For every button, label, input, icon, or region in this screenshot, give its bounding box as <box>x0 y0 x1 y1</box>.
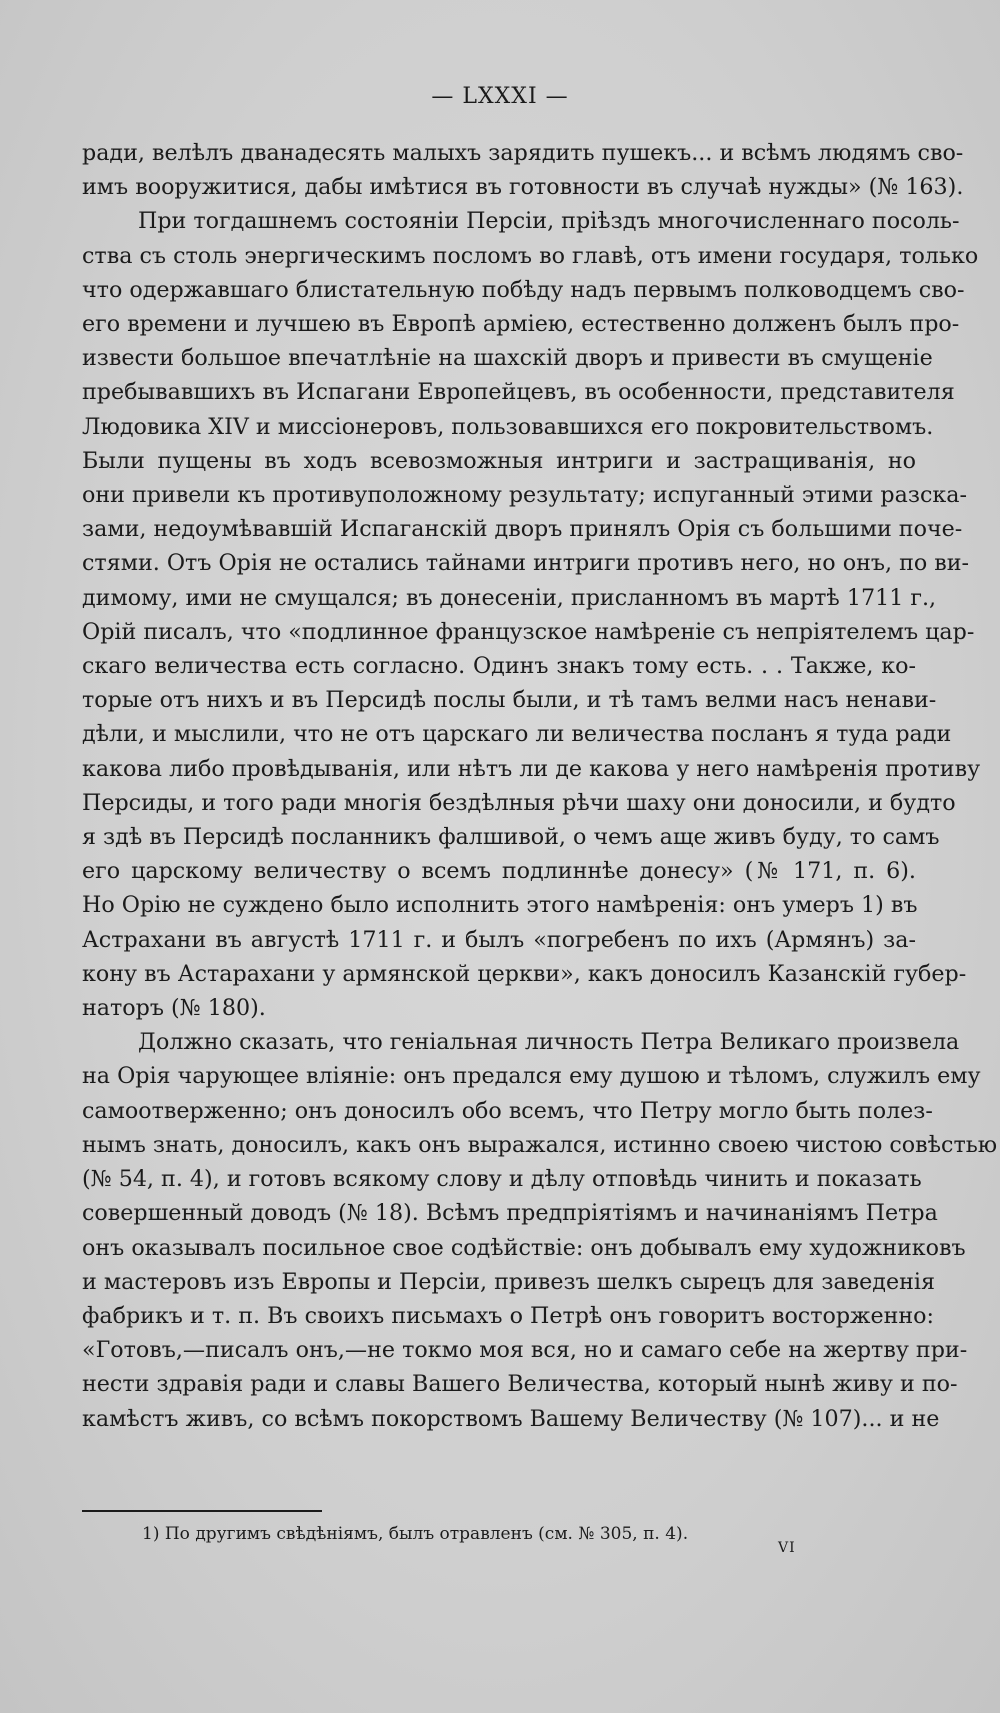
text-line: что одержавшаго блистательную побѣду надъ первымъ полководцемъ сво- <box>82 276 965 303</box>
text-line: совершенный доводъ (№ 18). Всѣмъ предпрiятiямъ и начинанiямъ Петра <box>82 1200 938 1227</box>
body-text <box>82 136 998 1436</box>
text-line: наторъ (№ 180). <box>82 995 266 1022</box>
text-line: его царскому величеству о всемъ подлиннѣе донесу» (№ 171, п. 6). <box>82 858 916 885</box>
text-line: Орiй писалъ, что «подлинное французское намѣренiе съ непрiятелемъ цар- <box>82 618 975 645</box>
printer-signature-mark: VI <box>778 1540 796 1556</box>
text-line: я здѣ въ Персидѣ посланникъ фалшивой, о чемъ аще живъ буду, то самъ <box>82 824 940 851</box>
text-line: они привели къ противуположному результату; испуганный этими разска- <box>82 482 967 509</box>
text-line: его времени и лучшею въ Европѣ армiею, естественно долженъ былъ про- <box>82 311 960 338</box>
text-line: скаго величества есть согласно. Одинъ знакъ тому есть. . . Также, ко- <box>82 653 916 680</box>
text-line: пребывавшихъ въ Испагани Европейцевъ, въ особенности, представителя <box>82 379 955 406</box>
text-line: нымъ знать, доносилъ, какъ онъ выражался, истинно своею чистою совѣстью <box>82 1131 998 1158</box>
text-line: димому, ими не смущался; въ донесенiи, присланномъ въ мартѣ 1711 г., <box>82 584 937 611</box>
text-line: и мастеровъ изъ Европы и Персiи, привезъ шелкъ сырецъ для заведенiя <box>82 1268 935 1295</box>
text-line: «Готовъ,—писалъ онъ,—не токмо моя вся, но и самаго себе на жертву при- <box>82 1337 968 1364</box>
text-line: зами, недоумѣвавшiй Испаганскiй дворъ принялъ Орiя съ большими поче- <box>82 516 963 543</box>
text-line: стями. Отъ Орiя не остались тайнами интриги противъ него, но онъ, по ви- <box>82 550 970 577</box>
footnote-divider <box>82 1510 322 1512</box>
text-line: ства съ столь энергическимъ посломъ во главѣ, отъ имени государя, только <box>82 242 979 269</box>
text-line: торые отъ нихъ и въ Персидѣ послы были, и тѣ тамъ велми насъ ненави- <box>82 687 937 714</box>
text-line: на Орiя чарующее влiянiе: онъ предался ему душою и тѣломъ, служилъ ему <box>82 1063 981 1090</box>
text-line: Должно сказать, что генiальная личность Петра Великаго произвела <box>138 1029 960 1056</box>
text-line: Людовика XIV и миссiонеровъ, пользовавшихся его покровительствомъ. <box>82 413 934 440</box>
text-line: камѣстъ живъ, со всѣмъ покорствомъ Вашему Величеству (№ 107)... и не <box>82 1405 940 1432</box>
text-line: дѣли, и мыслили, что не отъ царскаго ли величества посланъ я туда ради <box>82 721 952 748</box>
text-line: онъ оказывалъ посильное свое содѣйствiе: онъ добывалъ ему художниковъ <box>82 1234 966 1261</box>
text-line: (№ 54, п. 4), и готовъ всякому слову и дѣлу отповѣдь чинить и показать <box>82 1166 922 1193</box>
text-line: извести большое впечатлѣнiе на шахскiй дворъ и привести въ смущенiе <box>82 345 933 372</box>
text-line: ради, велѣлъ дванадесять малыхъ зарядить пушекъ... и всѣмъ людямъ сво- <box>82 140 964 166</box>
text-line: нести здравiя ради и славы Вашего Величества, который нынѣ живу и по- <box>82 1371 958 1398</box>
page-header: — LXXXI — <box>431 84 569 109</box>
text-line: фабрикъ и т. п. Въ своихъ письмахъ о Петрѣ онъ говоритъ восторженно: <box>82 1302 935 1329</box>
text-line: Персиды, и того ради многiя бездѣлныя рѣчи шаху они доносили, и будто <box>82 789 956 816</box>
text-line: самоотверженно; онъ доносилъ обо всемъ, что Петру могло быть полез- <box>82 1097 933 1124</box>
text-line: Астрахани въ августѣ 1711 г. и былъ «погребенъ по ихъ (Армянъ) за- <box>82 926 916 953</box>
footnote: 1) По другимъ свѣдѣнiямъ, былъ отравленъ (см. № 305, п. 4). <box>142 1524 689 1544</box>
text-line: Но Орiю не суждено было исполнить этого намѣренiя: онъ умеръ 1) въ <box>82 892 918 919</box>
text-line: При тогдашнемъ состоянiи Персiи, прiѣздъ многочисленнаго посоль- <box>138 208 960 235</box>
text-line: имъ вооружитися, дабы имѣтися въ готовности въ случаѣ нужды» (№ 163). <box>82 174 964 201</box>
text-line: Были пущены въ ходъ всевозможныя интриги и застращиванiя, но <box>82 447 916 474</box>
text-line: какова либо провѣдыванiя, или нѣтъ ли де какова у него намѣренiя противу <box>82 755 981 782</box>
text-line: кону въ Астарахани у армянской церкви», какъ доносилъ Казанскiй губер- <box>82 960 967 987</box>
